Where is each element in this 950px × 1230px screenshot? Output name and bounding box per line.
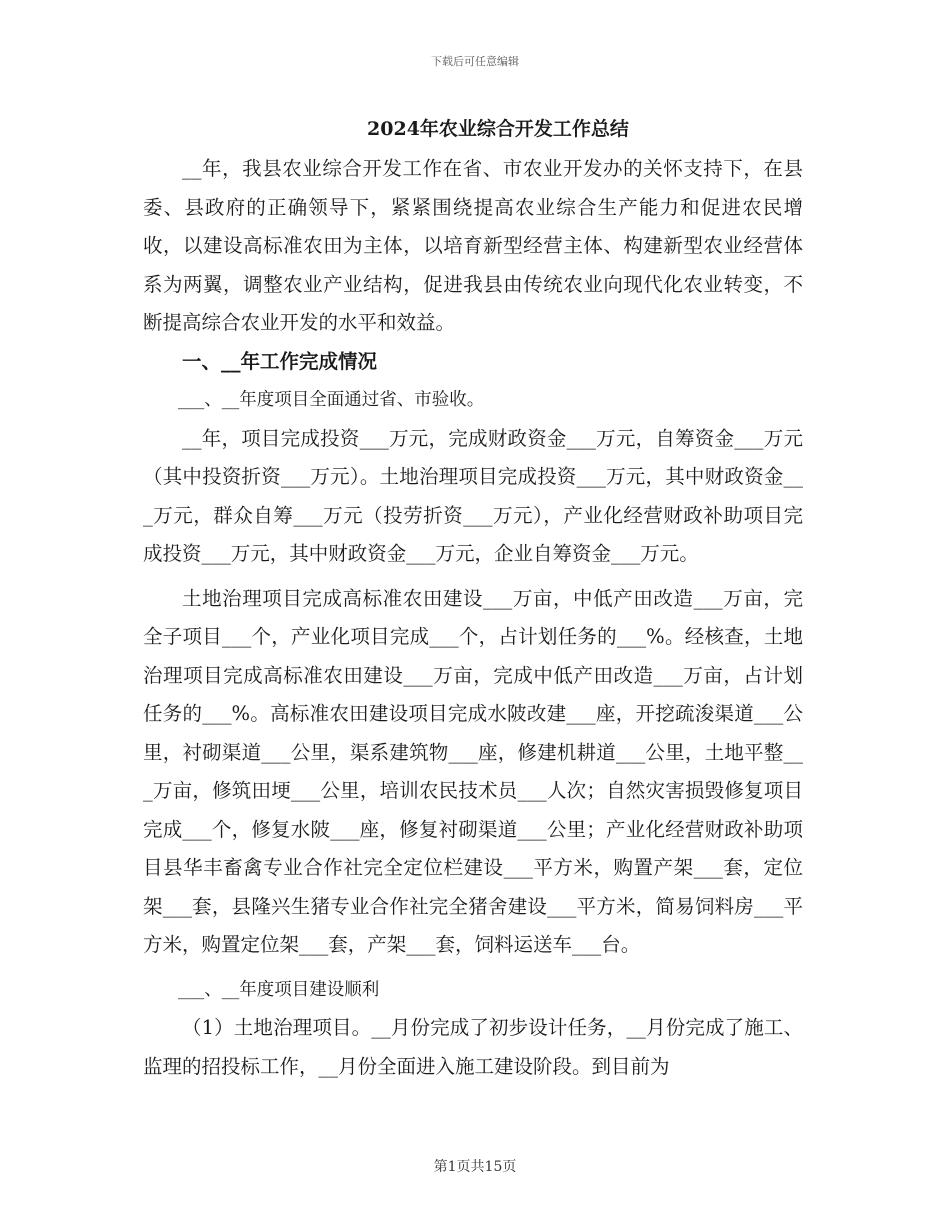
page-number: 第1页共15页 xyxy=(433,1159,517,1175)
section-heading: 一、__年工作完成情况 xyxy=(182,349,378,373)
page-header: 下载后可任意编辑 xyxy=(431,55,519,68)
project-paragraph: （1）土地治理项目。__月份完成了初步设计任务，__月份完成了施工、监理的招投标工作，__月份全面进入施工建设阶段。到目前为 xyxy=(143,1016,803,1078)
subsection-heading-1: ___、__年度项目全面通过省、市验收。 xyxy=(178,390,485,410)
document-title: 2024年农业综合开发工作总结 xyxy=(367,118,629,140)
land-treatment-paragraph: 土地治理项目完成高标准农田建设___万亩，中低产田改造___万亩，完全子项目___个，产业化项目完成___个，占计划任务的___%。经核查，土地治理项目完成高标准农田建设___万亩，完成中低产田改造___万亩，占计划任务的___%。高标准农田建设项目完成水陂改建___座，开挖疏浚渠道___公里，衬砌渠道___公里，渠系建筑物___座，修建机耕道___公里，土地平整___万亩，修筑田埂___公里，培训农民技术员___人次；自然灾害损毁修复项目完成___个，修复水陂___座，修复衬砌渠道___公里；产业化经营财政补助项目县华丰畜禽专业合作社完全定位栏建设___平方米，购置产架___套，定位架___套，县隆兴生猪专业合作社完全猪舍建设___平方米，简易饲料房___平方米，购置定位架___套，产架___套，饲料运送车___台。 xyxy=(143,586,803,956)
investment-paragraph: __年，项目完成投资___万元，完成财政资金___万元，自筹资金___万元（其中投资折资___万元）。土地治理项目完成投资___万元，其中财政资金___万元，群众自筹___万元（投劳折资___万元），产业化经营财政补助项目完成投资___万元，其中财政资金___万元，企业自筹资金___万元。 xyxy=(143,426,803,565)
intro-paragraph: __年，我县农业综合开发工作在省、市农业开发办的关怀支持下，在县委、县政府的正确领导下，紧紧围绕提高农业综合生产能力和促进农民增收，以建设高标准农田为主体，以培育新型经营主体、构建新型农业经营体系为两翼，调整农业产业结构，促进我县由传统农业向现代化农业转变，不断提高综合农业开发的水平和效益。 xyxy=(143,157,803,334)
document-body xyxy=(143,150,803,1086)
subsection-heading-2: ___、__年度项目建设顺利 xyxy=(178,979,380,1000)
